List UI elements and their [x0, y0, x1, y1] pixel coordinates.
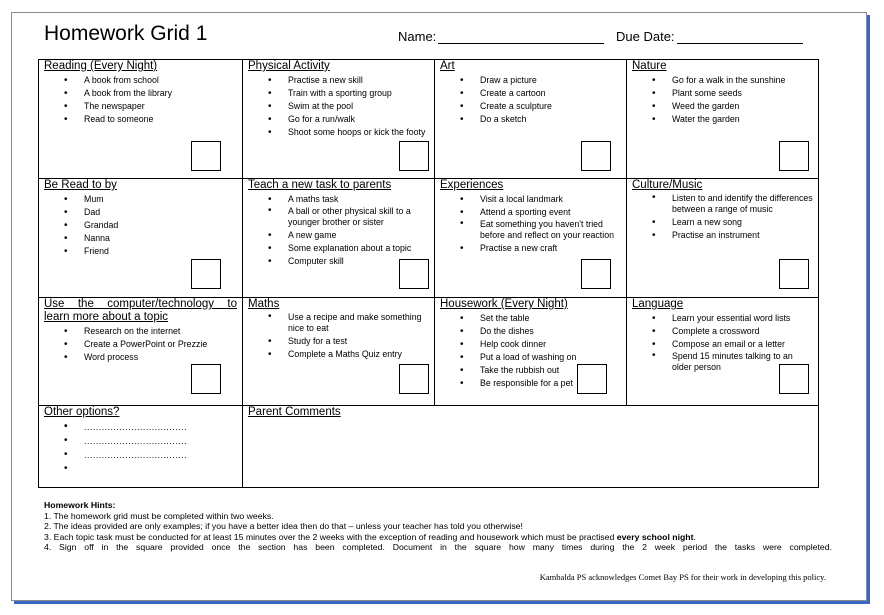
- signoff-box[interactable]: [779, 259, 809, 289]
- list-item: • Mum: [39, 193, 242, 206]
- hint-line: 1. The homework grid must be completed within two weeks.: [44, 510, 274, 521]
- cell-title: Parent Comments: [248, 406, 341, 418]
- list-item: • A ball or other physical skill to a younger brother or sister: [243, 206, 434, 227]
- name-label: Name:: [398, 29, 437, 44]
- cell-title: Other options?: [44, 406, 120, 418]
- list-item: • Visit a local landmark: [435, 193, 626, 206]
- list-item: • Go for a run/walk: [243, 113, 434, 126]
- cell-reading: [39, 60, 243, 179]
- cell-culture-music: [627, 179, 819, 298]
- signoff-box[interactable]: [399, 141, 429, 171]
- hints-title: Homework Hints:: [44, 500, 116, 510]
- list-item: • Practise a new skill: [243, 74, 434, 87]
- due-date-line[interactable]: [677, 31, 803, 44]
- cell-language: [627, 298, 819, 406]
- list-item: • Water the garden: [627, 113, 818, 126]
- list-item: • Learn your essential word lists: [627, 312, 818, 325]
- due-date-field[interactable]: [616, 29, 803, 44]
- list-item: • Use a recipe and make something nice to eat: [243, 312, 434, 333]
- list-item: • Research on the internet: [39, 325, 242, 338]
- cell-title: Experiences: [440, 179, 504, 191]
- list-item: • Word process: [39, 351, 242, 364]
- list-item: • Some explanation about a topic: [243, 242, 434, 255]
- signoff-box[interactable]: [399, 259, 429, 289]
- cell-title: Art: [440, 60, 455, 72]
- list-item[interactable]: • ...................................: [39, 434, 242, 448]
- list-item: • Dad: [39, 206, 242, 219]
- signoff-box[interactable]: [577, 364, 607, 394]
- list-item: • A new game: [243, 229, 434, 242]
- list-item: • Shoot some hoops or kick the footy: [243, 126, 434, 139]
- due-date-label: Due Date:: [616, 29, 675, 44]
- hint-emphasis: every school night: [616, 531, 694, 542]
- cell-computer-technology: [39, 298, 243, 406]
- list-item: • Listen to and identify the differences between a range of music: [627, 193, 818, 214]
- list-item: • Attend a sporting event: [435, 206, 626, 219]
- list-item: • Swim at the pool: [243, 100, 434, 113]
- signoff-box[interactable]: [399, 364, 429, 394]
- list-item: • Practise an instrument: [627, 229, 818, 242]
- cell-title: Reading (Every Night): [44, 60, 158, 72]
- list-item: • Help cook dinner: [435, 338, 626, 351]
- cell-experiences: [435, 179, 627, 298]
- cell-title: Culture/Music: [632, 179, 703, 191]
- list-item: • Friend: [39, 245, 242, 258]
- name-line[interactable]: [438, 31, 604, 44]
- hint-text: .: [693, 531, 696, 542]
- list-item: • Study for a test: [243, 335, 434, 348]
- list-item: • Learn a new song: [627, 216, 818, 229]
- list-item: • Create a PowerPoint or Prezzie: [39, 338, 242, 351]
- list-item: • Set the table: [435, 312, 626, 325]
- list-item: • Nanna: [39, 232, 242, 245]
- list-item: • A book from the library: [39, 87, 242, 100]
- list-item[interactable]: • ...................................: [39, 448, 242, 462]
- cell-title: Physical Activity: [248, 60, 330, 72]
- list-item: • A maths task: [243, 193, 434, 206]
- name-field[interactable]: [398, 29, 604, 44]
- signoff-box[interactable]: [191, 141, 221, 171]
- list-item: • Compose an email or a letter: [627, 338, 818, 351]
- list-item: • Computer skill: [243, 255, 434, 268]
- list-item: • Practise a new craft: [435, 242, 626, 255]
- cell-parent-comments[interactable]: [243, 406, 819, 488]
- list-item: • Grandad: [39, 219, 242, 232]
- cell-title: Housework (Every Night): [440, 298, 568, 310]
- cell-title: Nature: [632, 60, 667, 72]
- cell-housework: [435, 298, 627, 406]
- signoff-box[interactable]: [191, 259, 221, 289]
- list-item: • Complete a Maths Quiz entry: [243, 348, 434, 361]
- cell-title: Be Read to by: [44, 179, 117, 191]
- list-item: • Put a load of washing on: [435, 351, 626, 364]
- list-item: • Take the rubbish out: [435, 364, 626, 377]
- signoff-box[interactable]: [779, 364, 809, 394]
- list-item: • Eat something you haven't tried before and reflect on your reaction: [435, 219, 626, 240]
- list-item: • Be responsible for a pet: [435, 377, 626, 390]
- list-item: • Spend 15 minutes talking to an older person: [627, 351, 818, 372]
- list-item: • Plant some seeds: [627, 87, 818, 100]
- acknowledgement: Kambalda PS acknowledges Comet Bay PS for their work in developing this policy.: [539, 572, 826, 582]
- list-item: • A book from school: [39, 74, 242, 87]
- homework-hints: [44, 500, 832, 553]
- cell-title: Use the computer/technology to: [44, 298, 237, 310]
- list-item: • Go for a walk in the sunshine: [627, 74, 818, 87]
- cell-nature: [627, 60, 819, 179]
- list-item[interactable]: • ...................................: [39, 420, 242, 434]
- list-item: • Do the dishes: [435, 325, 626, 338]
- cell-title: Teach a new task to parents: [248, 179, 392, 191]
- list-item: • Read to someone: [39, 113, 242, 126]
- cell-other-options: [39, 406, 243, 488]
- cell-physical-activity: [243, 60, 435, 179]
- signoff-box[interactable]: [779, 141, 809, 171]
- list-item: • Train with a sporting group: [243, 87, 434, 100]
- signoff-box[interactable]: [581, 141, 611, 171]
- signoff-box[interactable]: [581, 259, 611, 289]
- list-item: • Complete a crossword: [627, 325, 818, 338]
- list-item: • Create a sculpture: [435, 100, 626, 113]
- homework-grid: [38, 59, 819, 488]
- hint-line: [44, 532, 832, 543]
- list-item: • Create a cartoon: [435, 87, 626, 100]
- hint-text: 3. Each topic task must be conducted for at least 15 minutes over the 2 weeks with the exception of reading and housework which must be practised: [44, 531, 617, 542]
- page-title: Homework Grid 1: [44, 22, 208, 45]
- hint-line: 4. Sign off in the square provided once the section has been completed. Document in the square how many times during the 2 week period the tasks were completed.: [44, 542, 832, 552]
- hint-line: 2. The ideas provided are only examples; if you have a better idea then do that – unless your teacher has told you otherwise!: [44, 521, 523, 531]
- cell-title-continued: learn more about a topic: [44, 311, 169, 323]
- signoff-box[interactable]: [191, 364, 221, 394]
- cell-maths: [243, 298, 435, 406]
- cell-be-read-to-by: [39, 179, 243, 298]
- cell-art: [435, 60, 627, 179]
- cell-teach-parents: [243, 179, 435, 298]
- list-item: • Draw a picture: [435, 74, 626, 87]
- list-item: • Weed the garden: [627, 100, 818, 113]
- list-item: • The newspaper: [39, 100, 242, 113]
- list-item: • Do a sketch: [435, 113, 626, 126]
- cell-title: Language: [632, 298, 684, 310]
- cell-title: Maths: [248, 298, 280, 310]
